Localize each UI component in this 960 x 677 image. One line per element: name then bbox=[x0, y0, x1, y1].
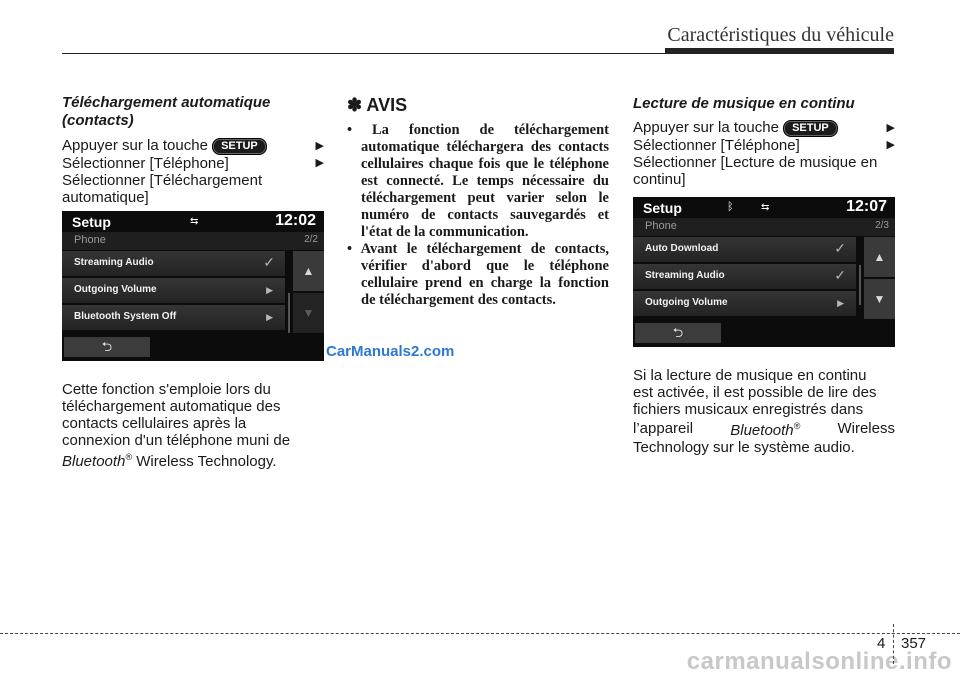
scroll-up-button[interactable]: ▲ bbox=[293, 251, 324, 291]
bluetooth-term: Bluetooth bbox=[62, 453, 126, 470]
subheader-label: Phone bbox=[645, 220, 677, 232]
menu-row-label: Auto Download bbox=[645, 243, 719, 254]
instruction-line bbox=[62, 137, 324, 155]
footer-rule bbox=[0, 633, 960, 634]
page-indicator: 2/3 bbox=[875, 220, 889, 231]
bluetooth-icon: ᛒ bbox=[727, 201, 734, 213]
left-description bbox=[62, 381, 324, 470]
registered-mark: ® bbox=[125, 452, 133, 462]
right-column bbox=[633, 95, 895, 188]
menu-row-outgoing-volume[interactable] bbox=[62, 278, 285, 304]
menu-row-label: Streaming Audio bbox=[645, 270, 725, 281]
phone-setup-screen-1 bbox=[62, 211, 324, 361]
registered-mark: ® bbox=[793, 421, 801, 431]
instruction-text: Sélectionner [Téléphone] bbox=[62, 155, 229, 172]
instruction-line bbox=[62, 155, 324, 172]
instruction-line: Sélectionner [Lecture de musique en bbox=[633, 154, 878, 171]
instruction-line bbox=[62, 172, 324, 189]
description-line bbox=[633, 418, 895, 439]
menu-row-outgoing-volume[interactable] bbox=[633, 291, 856, 317]
arrow-right-icon: ▶ bbox=[886, 121, 895, 134]
instruction-text: Appuyer sur la touche bbox=[633, 119, 779, 136]
description-line: fichiers musicaux enregistrés dans bbox=[633, 401, 864, 418]
instruction-text: Sélectionner [Téléchargement bbox=[62, 172, 263, 189]
setup-key-badge: SETUP bbox=[783, 120, 838, 137]
description-line: Si la lecture de musique en continu bbox=[633, 367, 867, 384]
page-number: 357 bbox=[901, 635, 927, 652]
section-heading-streaming: Lecture de musique en continu bbox=[633, 95, 855, 112]
checkmark-icon: ✓ bbox=[263, 254, 275, 270]
screen-subheader bbox=[633, 218, 895, 236]
play-arrow-icon: ▶ bbox=[266, 285, 273, 295]
left-column bbox=[62, 94, 324, 206]
screen-subheader bbox=[62, 232, 324, 250]
description-text: l’appareil bbox=[633, 420, 694, 437]
header-rule-accent bbox=[665, 48, 894, 54]
setup-key-badge: SETUP bbox=[212, 138, 267, 155]
right-description bbox=[633, 367, 895, 456]
chapter-title: Caractéristiques du véhicule bbox=[667, 24, 894, 46]
footer-separator bbox=[893, 624, 894, 664]
arrow-right-icon: ▶ bbox=[315, 157, 324, 169]
description-line bbox=[62, 449, 324, 470]
back-button[interactable]: ⮌ bbox=[635, 323, 721, 343]
watermark-footer[interactable]: carmanualsonline.info bbox=[686, 648, 952, 675]
scroll-down-button[interactable]: ▼ bbox=[293, 293, 324, 333]
checkmark-icon: ✓ bbox=[834, 267, 846, 283]
description-line: téléchargement automatique des bbox=[62, 398, 281, 415]
heading-line: Téléchargement automatique bbox=[62, 94, 271, 111]
screen-clock: 12:07 bbox=[846, 198, 887, 215]
scroll-down-button[interactable]: ▼ bbox=[864, 279, 895, 319]
instruction-line: automatique] bbox=[62, 189, 149, 206]
phone-setup-screen-2 bbox=[633, 197, 895, 347]
scrollbar[interactable] bbox=[859, 265, 861, 305]
instruction-line bbox=[633, 137, 895, 154]
description-line: contacts cellulaires après la bbox=[62, 415, 247, 432]
watermark-brand[interactable]: CarManuals2.com bbox=[326, 343, 455, 360]
avis-title: ✽ AVIS bbox=[347, 95, 408, 115]
avis-item: • La fonction de téléchargement automatique téléchargera des contacts cellulaires chaque fois que le téléphone est connecté. Le temps nécessaire du téléchargement peut varier selon le numéro de contacts sauvegardés et l'état de la communication. bbox=[347, 122, 609, 240]
screen-clock: 12:02 bbox=[275, 212, 316, 229]
back-button[interactable]: ⮌ bbox=[64, 337, 150, 357]
chapter-number: 4 bbox=[877, 635, 886, 652]
subheader-label: Phone bbox=[74, 234, 106, 246]
play-arrow-icon: ▶ bbox=[837, 298, 844, 308]
usb-icon: ⇆ bbox=[761, 202, 770, 213]
instruction-line: continu] bbox=[633, 171, 686, 188]
menu-row-label: Outgoing Volume bbox=[74, 284, 157, 295]
screen-title: Setup bbox=[72, 214, 111, 230]
menu-row-label: Bluetooth System Off bbox=[74, 311, 177, 322]
scroll-up-button[interactable]: ▲ bbox=[864, 237, 895, 277]
menu-row-label: Streaming Audio bbox=[74, 257, 154, 268]
screen-title: Setup bbox=[643, 200, 682, 216]
instruction-line bbox=[633, 119, 895, 137]
heading-line: (contacts) bbox=[62, 112, 134, 129]
description-line: est activée, il est possible de lire des bbox=[633, 384, 877, 401]
avis-item: • Avant le téléchargement de contacts, vérifier d'abord que le téléphone cellulaire prend en charge la fonction de téléchargement des contacts. bbox=[347, 241, 609, 308]
play-arrow-icon: ▶ bbox=[266, 312, 273, 322]
menu-row-streaming-audio[interactable] bbox=[62, 251, 285, 277]
menu-row-streaming-audio[interactable] bbox=[633, 264, 856, 290]
checkmark-icon: ✓ bbox=[834, 240, 846, 256]
description-text: Wireless bbox=[837, 420, 895, 437]
avis-notice bbox=[347, 95, 609, 309]
instruction-text: Sélectionner [Téléphone] bbox=[633, 137, 800, 154]
description-line: connexion d'un téléphone muni de bbox=[62, 432, 291, 449]
usb-icon: ⇆ bbox=[190, 216, 199, 227]
section-heading-download bbox=[62, 94, 324, 130]
menu-row-auto-download[interactable] bbox=[633, 237, 856, 263]
arrow-right-icon: ▶ bbox=[886, 139, 895, 151]
scrollbar[interactable] bbox=[288, 293, 290, 333]
page-indicator: 2/2 bbox=[304, 234, 318, 245]
menu-row-bluetooth-system-off[interactable] bbox=[62, 305, 285, 331]
instruction-text: Appuyer sur la touche bbox=[62, 137, 208, 154]
bluetooth-term: Bluetooth bbox=[730, 422, 794, 439]
arrow-right-icon: ▶ bbox=[315, 139, 324, 152]
menu-row-label: Outgoing Volume bbox=[645, 297, 728, 308]
description-line: Cette fonction s'emploie lors du bbox=[62, 381, 271, 398]
description-line: Technology sur le système audio. bbox=[633, 439, 855, 456]
description-text: Wireless Technology. bbox=[132, 453, 277, 470]
